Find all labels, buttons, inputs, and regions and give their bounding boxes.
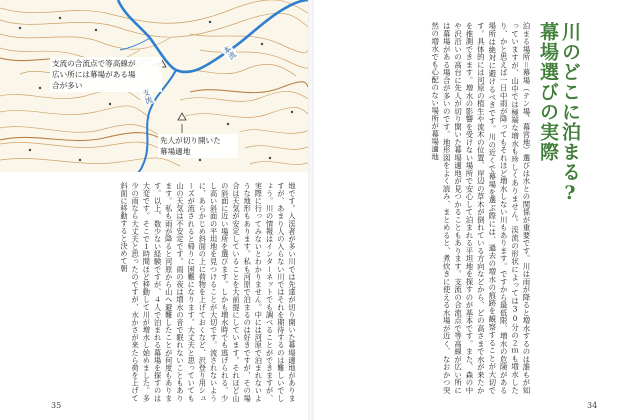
- right-page-body: 泊まる場所＝幕場（テン場、幕営地）選びは水との関係が重要です。川は雨が降ると増水するのは誰もが知っていますが、山中では極端な増水も珍しくありません。渓流の形状によっては30分の２ｍも増水したり、かと思えば一日中雨が降ってもそれほど増水しない川もあります。ですから最低限、増水の危険がある場所は絶対に避けるべきです。川の近くで幕場を選ぶ際には、過去の増水の痕跡を観察することが大切です。具体的には河原の植生や流木の位置、岸辺の草木が倒れている方向などから、どの高さまで水が来たかを推測できます。増水の影響を受けない場所で安心して泊まれる平坦地を探すのが基本です。また、森の中や沢沿いの高台に先人が切り開いた幕場適地が見つかることもあります。支流の合流点で等高線が広い所には幕場がある場合が多いのです。地形図をよく読み、まとめると、煮炊きに使える水場が近く、なおかつ突然の増水でも心配のない場所が幕場適地: [430, 22, 531, 394]
- main-river-label: 本流: [221, 43, 238, 62]
- left-page-body: 地です。入渓者が多い川では先達が切り開いた幕場適地がありますが、あまり人の入らない川ではそれを期待するのは難しいでしょう。川の情報はインターネットでも調べることができますが、実際に行ってみないとわかりません。中には河原で泊まれないような地形もあります。私も河原で泊まるのは好きですが、その場合は天気が安定していることを大前提にしています。それほど山の斜面に近い場所を選びます。しかも増水時でも逃げられる、少し高い斜面の平坦地を見つけることが大切です。流されないように、あらかじめ斜面の上に荷物を上げておくなど、沢登り用シューズが流されると帰りに困難になります。大丈夫と思っていても山の天気は不安定です。雨の夜は増水の音で眠れないこともあります。私も雨が降ると河原から山へ避難したことが何度もあります。以上、数少ない経験ですが、４人で泊まれる幕場を探すのは大変です。そこで１時間ほど移動して川が増水し始めました。多少の雨なら大丈夫と思ったのですが、水かさが来たら荷を上げて斜面に移動すると決めて朝: [119, 182, 297, 402]
- tributary-label: 支流: [140, 87, 155, 106]
- article-title: [537, 22, 581, 312]
- confluence-note: 支流の合流点で等高線が 広い所には幕場がある場 合が多い: [50, 57, 162, 92]
- title-line-2: 幕場選びの実際: [537, 22, 559, 162]
- campsite-note: 先人が切り開いた 幕場適地: [158, 134, 238, 158]
- left-page-number: 35: [51, 401, 62, 410]
- right-page-number: 34: [587, 401, 598, 410]
- title-line-1: 川のどこに泊まる?: [559, 22, 581, 205]
- topographic-map: [0, 0, 310, 172]
- book-gutter: [308, 0, 314, 420]
